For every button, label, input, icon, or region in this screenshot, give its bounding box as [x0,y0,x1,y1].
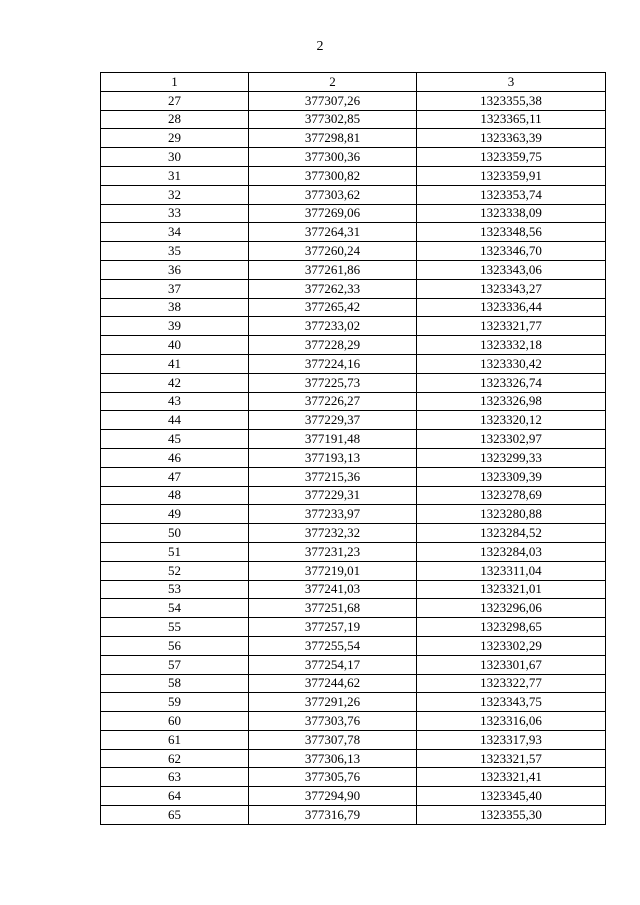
point-number-cell: 48 [101,486,249,505]
y-coordinate-cell: 1323343,27 [417,279,606,298]
table-row [101,749,606,768]
x-coordinate-cell: 377254,17 [249,655,417,674]
point-number-cell: 29 [101,129,249,148]
y-coordinate-cell: 1323321,01 [417,580,606,599]
x-coordinate-cell: 377261,86 [249,260,417,279]
x-coordinate-cell: 377233,97 [249,505,417,524]
x-coordinate-cell: 377215,36 [249,467,417,486]
x-coordinate-cell: 377307,78 [249,730,417,749]
table-row [101,636,606,655]
table-row [101,317,606,336]
point-number-cell: 53 [101,580,249,599]
x-coordinate-cell: 377226,27 [249,392,417,411]
table-row [101,166,606,185]
x-coordinate-cell: 377305,76 [249,768,417,787]
point-number-cell: 45 [101,430,249,449]
table-row [101,467,606,486]
x-coordinate-cell: 377251,68 [249,599,417,618]
x-coordinate-cell: 377307,26 [249,91,417,110]
table-row [101,298,606,317]
y-coordinate-cell: 1323296,06 [417,599,606,618]
table-row [101,712,606,731]
y-coordinate-cell: 1323365,11 [417,110,606,129]
point-number-cell: 51 [101,542,249,561]
y-coordinate-cell: 1323326,98 [417,392,606,411]
table-row [101,618,606,637]
x-coordinate-cell: 377260,24 [249,242,417,261]
table-row [101,91,606,110]
x-coordinate-cell: 377269,06 [249,204,417,223]
y-coordinate-cell: 1323326,74 [417,373,606,392]
point-number-cell: 63 [101,768,249,787]
point-number-cell: 42 [101,373,249,392]
x-coordinate-cell: 377255,54 [249,636,417,655]
y-coordinate-cell: 1323302,97 [417,430,606,449]
y-coordinate-cell: 1323284,03 [417,542,606,561]
x-coordinate-cell: 377229,31 [249,486,417,505]
y-coordinate-cell: 1323316,06 [417,712,606,731]
x-coordinate-cell: 377316,79 [249,806,417,825]
table-row [101,730,606,749]
point-number-cell: 35 [101,242,249,261]
x-coordinate-cell: 377231,23 [249,542,417,561]
point-number-cell: 65 [101,806,249,825]
table-row [101,279,606,298]
point-number-cell: 60 [101,712,249,731]
point-number-cell: 57 [101,655,249,674]
x-coordinate-cell: 377232,32 [249,524,417,543]
table-row [101,486,606,505]
x-coordinate-cell: 377219,01 [249,561,417,580]
x-coordinate-cell: 377224,16 [249,354,417,373]
table-row [101,185,606,204]
y-coordinate-cell: 1323343,75 [417,693,606,712]
x-coordinate-cell: 377264,31 [249,223,417,242]
x-coordinate-cell: 377306,13 [249,749,417,768]
y-coordinate-cell: 1323359,91 [417,166,606,185]
point-number-cell: 43 [101,392,249,411]
x-coordinate-cell: 377262,33 [249,279,417,298]
table-row [101,505,606,524]
x-coordinate-cell: 377303,62 [249,185,417,204]
x-coordinate-cell: 377244,62 [249,674,417,693]
y-coordinate-cell: 1323302,29 [417,636,606,655]
table-row [101,411,606,430]
y-coordinate-cell: 1323320,12 [417,411,606,430]
point-number-cell: 61 [101,730,249,749]
point-number-cell: 49 [101,505,249,524]
y-coordinate-cell: 1323309,39 [417,467,606,486]
table-row [101,148,606,167]
x-coordinate-cell: 377300,82 [249,166,417,185]
y-coordinate-cell: 1323348,56 [417,223,606,242]
point-number-cell: 44 [101,411,249,430]
y-coordinate-cell: 1323330,42 [417,354,606,373]
y-coordinate-cell: 1323355,38 [417,91,606,110]
point-number-cell: 33 [101,204,249,223]
table-row [101,674,606,693]
table-row [101,787,606,806]
point-number-cell: 27 [101,91,249,110]
point-number-cell: 41 [101,354,249,373]
table-row [101,448,606,467]
y-coordinate-cell: 1323322,77 [417,674,606,693]
table-row [101,768,606,787]
x-coordinate-cell: 377229,37 [249,411,417,430]
point-number-cell: 32 [101,185,249,204]
table-row [101,129,606,148]
column-header-1: 1 [101,73,249,92]
y-coordinate-cell: 1323278,69 [417,486,606,505]
y-coordinate-cell: 1323321,57 [417,749,606,768]
table-row [101,392,606,411]
y-coordinate-cell: 1323321,77 [417,317,606,336]
table-row [101,204,606,223]
point-number-cell: 64 [101,787,249,806]
y-coordinate-cell: 1323355,30 [417,806,606,825]
x-coordinate-cell: 377300,36 [249,148,417,167]
y-coordinate-cell: 1323363,39 [417,129,606,148]
header-row [101,73,606,92]
x-coordinate-cell: 377233,02 [249,317,417,336]
x-coordinate-cell: 377241,03 [249,580,417,599]
y-coordinate-cell: 1323311,04 [417,561,606,580]
point-number-cell: 40 [101,336,249,355]
point-number-cell: 28 [101,110,249,129]
table-row [101,336,606,355]
point-number-cell: 34 [101,223,249,242]
table-row [101,260,606,279]
y-coordinate-cell: 1323346,70 [417,242,606,261]
table-row [101,242,606,261]
point-number-cell: 39 [101,317,249,336]
point-number-cell: 30 [101,148,249,167]
point-number-cell: 54 [101,599,249,618]
table-row [101,542,606,561]
table-row [101,806,606,825]
point-number-cell: 50 [101,524,249,543]
table-row [101,110,606,129]
x-coordinate-cell: 377294,90 [249,787,417,806]
point-number-cell: 62 [101,749,249,768]
table-row [101,561,606,580]
x-coordinate-cell: 377257,19 [249,618,417,637]
column-header-3: 3 [417,73,606,92]
point-number-cell: 58 [101,674,249,693]
table-row [101,580,606,599]
y-coordinate-cell: 1323359,75 [417,148,606,167]
x-coordinate-cell: 377291,26 [249,693,417,712]
column-header-2: 2 [249,73,417,92]
y-coordinate-cell: 1323299,33 [417,448,606,467]
y-coordinate-cell: 1323338,09 [417,204,606,223]
x-coordinate-cell: 377302,85 [249,110,417,129]
x-coordinate-cell: 377265,42 [249,298,417,317]
x-coordinate-cell: 377193,13 [249,448,417,467]
table-row [101,693,606,712]
point-number-cell: 37 [101,279,249,298]
point-number-cell: 52 [101,561,249,580]
point-number-cell: 55 [101,618,249,637]
y-coordinate-cell: 1323284,52 [417,524,606,543]
x-coordinate-cell: 377303,76 [249,712,417,731]
point-number-cell: 46 [101,448,249,467]
table-row [101,524,606,543]
y-coordinate-cell: 1323280,88 [417,505,606,524]
x-coordinate-cell: 377298,81 [249,129,417,148]
point-number-cell: 31 [101,166,249,185]
coordinates-table [100,72,606,825]
y-coordinate-cell: 1323353,74 [417,185,606,204]
y-coordinate-cell: 1323317,93 [417,730,606,749]
y-coordinate-cell: 1323345,40 [417,787,606,806]
point-number-cell: 36 [101,260,249,279]
table-row [101,655,606,674]
point-number-cell: 56 [101,636,249,655]
table-row [101,354,606,373]
table-body [101,91,606,824]
page-number: 2 [316,39,324,54]
y-coordinate-cell: 1323298,65 [417,618,606,637]
y-coordinate-cell: 1323343,06 [417,260,606,279]
table-row [101,373,606,392]
point-number-cell: 47 [101,467,249,486]
y-coordinate-cell: 1323332,18 [417,336,606,355]
y-coordinate-cell: 1323336,44 [417,298,606,317]
table-header [101,73,606,92]
x-coordinate-cell: 377191,48 [249,430,417,449]
point-number-cell: 59 [101,693,249,712]
x-coordinate-cell: 377225,73 [249,373,417,392]
y-coordinate-cell: 1323301,67 [417,655,606,674]
table-row [101,430,606,449]
y-coordinate-cell: 1323321,41 [417,768,606,787]
x-coordinate-cell: 377228,29 [249,336,417,355]
table-row [101,599,606,618]
table-row [101,223,606,242]
point-number-cell: 38 [101,298,249,317]
